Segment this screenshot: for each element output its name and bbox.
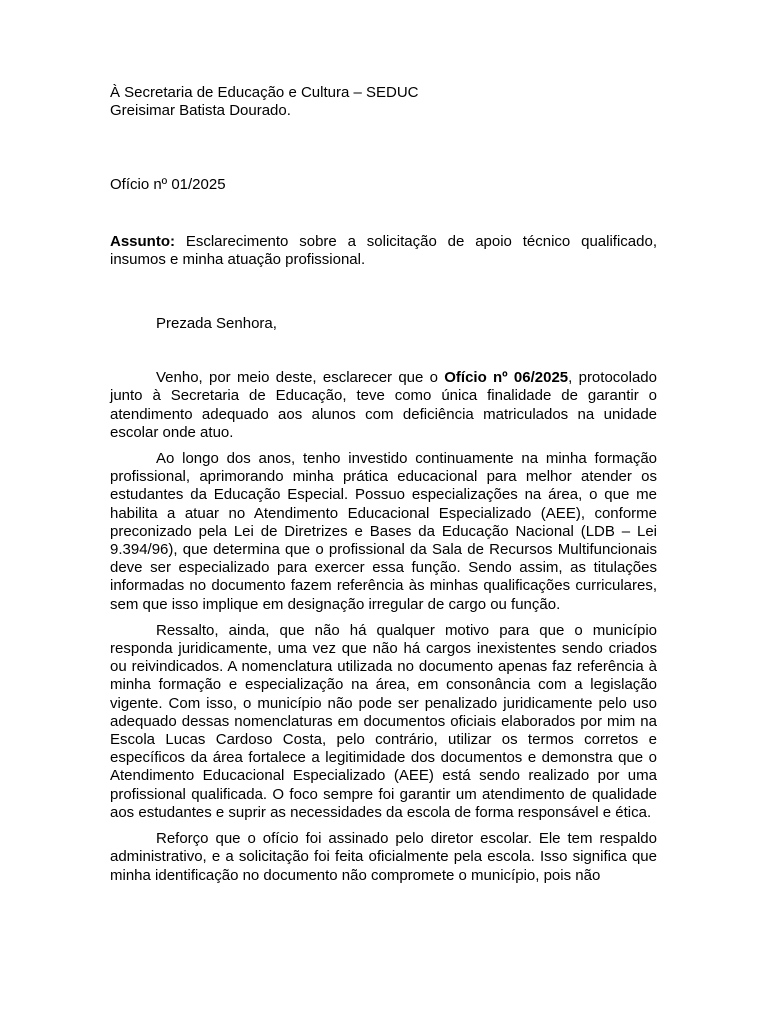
paragraph-2: Ao longo dos anos, tenho investido continuamente na minha formação profissional, aprimorando minha prática educacional para melhor atender os estudantes da Educação Especial. Possuo especializações na área, o que me habilita a atuar no Atendimento Educacional Especializado (AEE), conforme preconizado pela Lei de Diretrizes e Bases da Educação Nacional (LDB – Lei 9.394/96), que determina que o profissional da Sala de Recursos Multifuncionais deve ser especializado para exercer essa função. Sendo assim, as titulações informadas no documento fazem referência às minhas qualificações curriculares, sem que isso implique em designação irregular de cargo ou função. [110, 450, 657, 613]
paragraph-1-start: Venho, por meio deste, esclarecer que o [156, 369, 445, 387]
subject-text: Esclarecimento sobre a solicitação de apoio técnico qualificado, insumos e minha atuação profissional. [110, 232, 657, 268]
paragraph-3: Ressalto, ainda, que não há qualquer motivo para que o município responda juridicamente, uma vez que não há cargos inexistentes sendo criados ou reivindicados. A nomenclatura utilizada no documento apenas faz referência à minha formação e especialização na área, em consonância com a legislação vigente. Com isso, o município não pode ser penalizado juridicamente pelo uso adequado dessas nomenclaturas em documentos oficiais elaborados por mim na Escola Lucas Cardoso Costa, pelo contrário, utilizar os termos corretos e específicos da área fortalece a legitimidade dos documentos e demonstra que o Atendimento Educacional Especializado (AEE) está sendo realizado por uma profissional qualificada. O foco sempre foi garantir um atendimento de qualidade aos estudantes e suprir as necessidades da escola de forma responsável e ética. [110, 621, 657, 821]
subject-line [110, 233, 657, 269]
recipient-block [110, 84, 657, 120]
document-page [110, 84, 657, 893]
paragraph-1-end: , protocolado junto à Secretaria de Educação, teve como única finalidade de garantir o atendimento adequado aos alunos com deficiência matriculados na unidade escolar onde atuo. [110, 369, 657, 441]
recipient-line-2: Greisimar Batista Dourado. [110, 102, 291, 120]
referenced-oficio: Ofício nº 06/2025 [444, 369, 569, 387]
oficio-number: Ofício nº 01/2025 [110, 176, 226, 194]
salutation: Prezada Senhora, [156, 315, 277, 333]
subject-label: Assunto: [110, 232, 175, 250]
paragraph-1 [110, 369, 657, 442]
paragraph-4: Reforço que o ofício foi assinado pelo diretor escolar. Ele tem respaldo administrativo, e a solicitação foi feita oficialmente pela escola. Isso significa que minha identificação no documento não compromete o município, pois não [110, 830, 657, 884]
recipient-line-1: À Secretaria de Educação e Cultura – SEDUC [110, 84, 419, 101]
